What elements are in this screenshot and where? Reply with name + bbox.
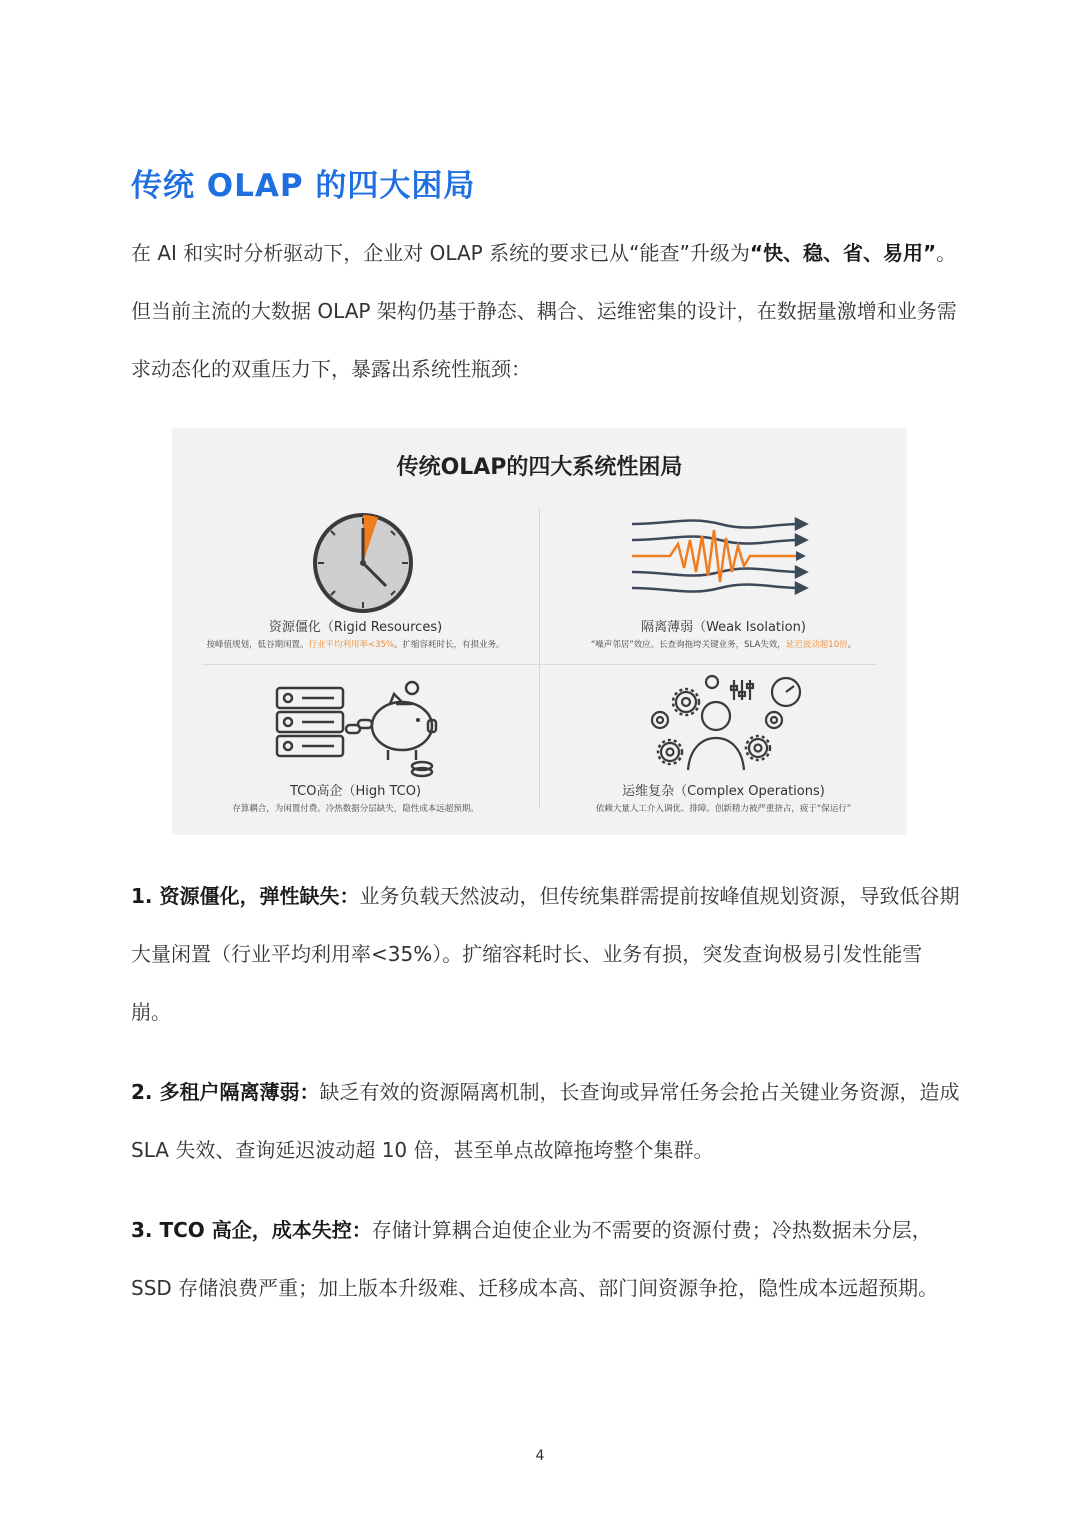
point-3-paragraph: [131, 1201, 961, 1317]
point-title: 1. 资源僵化，弹性缺失：: [131, 884, 360, 908]
point-body: 缺乏有效的资源隔离机制，长查询或异常任务会抢占关键业务资源，造成 SLA 失效、查询延迟波动超 10 倍，甚至单点故障拖垮整个集群。: [131, 1080, 960, 1162]
quadrant-description: 依赖大量人工介入调优、排障。创新精力被严重挤占，疲于“保运行”: [595, 804, 852, 814]
clock-icon: [308, 508, 418, 618]
server-piggy-bank-icon: [272, 680, 442, 780]
quadrant-high-tco: [172, 670, 539, 830]
intro-text-1: 在 AI 和实时分析驱动下，企业对 OLAP 系统的要求已从“能查”升级为: [131, 241, 750, 265]
operator-gears-icon: [638, 674, 808, 779]
page-title: 传统 OLAP 的四大困局: [131, 168, 476, 204]
quadrant-label: TCO高企（High TCO): [289, 784, 422, 799]
intro-emphasis: “快、稳、省、易用”: [749, 241, 937, 265]
quadrant-rigid-resources: [172, 506, 539, 666]
point-2-paragraph: [131, 1063, 961, 1179]
point-body: 业务负载天然波动，但传统集群需提前按峰值规划资源，导致低谷期大量闲置（行业平均利用率<35%）。扩缩容耗时长、业务有损，突发查询极易引发性能雪崩。: [131, 884, 960, 1024]
intro-paragraph: [131, 224, 961, 398]
figure-title: 传统OLAP的四大系统性困局: [396, 455, 683, 480]
quadrant-weak-isolation: [540, 506, 907, 666]
point-title: 3. TCO 高企，成本失控：: [131, 1218, 372, 1242]
quadrant-description: “噪声邻居”效应。长查询拖垮关键业务，SLA失效，延迟波动超10倍。: [590, 640, 857, 650]
page-number: 4: [535, 1448, 545, 1464]
quadrant-label: 隔离薄弱（Weak Isolation): [641, 620, 806, 635]
infographic-figure: [172, 428, 907, 835]
quadrant-complex-operations: [540, 670, 907, 830]
quadrant-description: 按峰值规划，低谷期闲置。行业平均利用率<35%。扩缩容耗时长，有损业务。: [206, 640, 505, 650]
quadrant-description: 存算耦合，为闲置付费。冷热数据分层缺失，隐性成本远超预期。: [232, 804, 479, 814]
point-1-paragraph: [131, 867, 961, 1041]
interference-waves-icon: [630, 510, 810, 610]
quadrant-label: 运维复杂（Complex Operations): [622, 784, 825, 799]
quadrant-label: 资源僵化（Rigid Resources): [268, 620, 443, 635]
point-body: 存储计算耦合迫使企业为不需要的资源付费；冷热数据未分层，SSD 存储浪费严重；加上版本升级难、迁移成本高、部门间资源争抢，隐性成本远超预期。: [131, 1218, 939, 1300]
intro-text-2: 。但当前主流的大数据 OLAP 架构仍基于静态、耦合、运维密集的设计，在数据量激增和业务需求动态化的双重压力下，暴露出系统性瓶颈：: [131, 241, 957, 381]
point-title: 2. 多租户隔离薄弱：: [131, 1080, 320, 1104]
